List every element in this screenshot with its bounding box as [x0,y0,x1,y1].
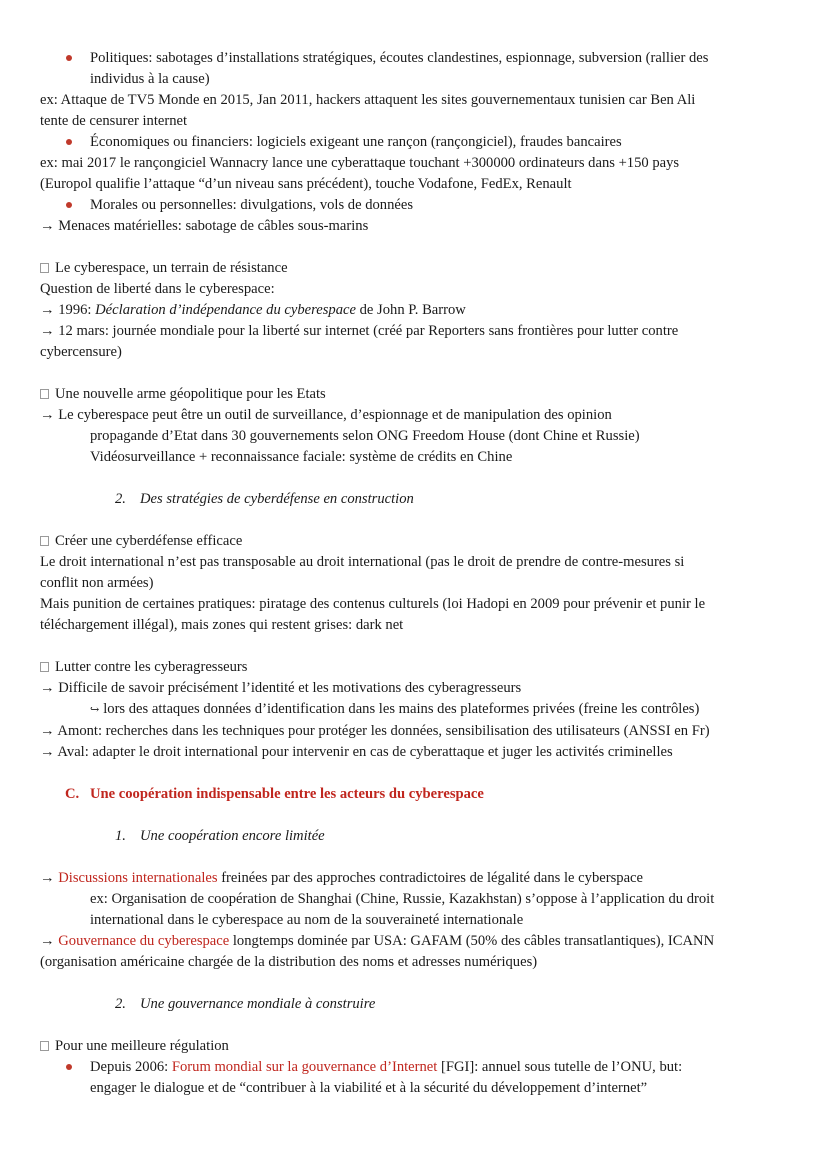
subsection-heading: 2. Une gouvernance mondiale à construire [115,996,376,1012]
bullet-text: Économiques ou financiers: logiciels exigeant une rançon (rançongiciel), fraudes bancaires [90,134,622,150]
text-line: téléchargement illégal), mais zones qui restent grises: dark net [40,617,404,633]
hook-line: ↪ lors des attaques données d’identification dans les mains des plateformes privées (freine les contrôles) [90,701,700,717]
checkbox-square-icon [40,536,49,546]
bullet-text: Politiques: sabotages d’installations stratégiques, écoutes clandestines, espionnage, subversion (rallier des [90,50,709,66]
text-line: Mais punition de certaines pratiques: piratage des contenus culturels (loi Hadopi en 2009 pour prévenir et punir le [40,596,706,612]
example-line: (Europol qualifie l’attaque “d’un niveau sans précédent), touche Vodafone, FedEx, Renault [40,176,572,192]
checkbox-square-icon [40,389,49,399]
bullet-item [40,48,788,90]
arrow-line: → Amont: recherches dans les techniques pour protéger les données, sensibilisation des utilisateurs (ANSSI en Fr) [40,723,710,739]
arrow-line: → 1996: Déclaration d’indépendance du cyberespace de John P. Barrow [40,302,466,318]
indented-line: propagande d’Etat dans 30 gouvernements selon ONG Freedom House (dont Chine et Russie) [90,428,640,444]
example-line: ex: Attaque de TV5 Monde en 2015, Jan 2011, hackers attaquent les sites gouvernementaux tunisien car Ben Ali [40,92,696,108]
box-heading: Une nouvelle arme géopolitique pour les Etats [40,384,788,405]
arrow-line: → Aval: adapter le droit international pour intervenir en cas de cyberattaque et juger les activités criminelles [40,744,673,760]
text-line: Question de liberté dans le cyberespace: [40,281,275,297]
arrow-line: → Le cyberespace peut être un outil de surveillance, d’espionnage et de manipulation des opinion [40,407,612,423]
subsection-heading: 2. Des stratégies de cyberdéfense en construction [115,491,414,507]
indented-line: Vidéosurveillance + reconnaissance faciale: système de crédits en Chine [90,449,513,465]
arrow-line: → Menaces matérielles: sabotage de câbles sous-marins [40,218,369,234]
bullet-icon [66,1064,72,1070]
box-heading: Créer une cyberdéfense efficace [40,531,788,552]
bullet-text-cont: individus à la cause) [90,71,210,87]
example-line: ex: Organisation de coopération de Shanghai (Chine, Russie, Kazakhstan) s’oppose à l’application du droit [90,891,715,907]
section-heading: C. Une coopération indispensable entre les acteurs du cyberespace [65,786,484,802]
bullet-icon [66,55,72,61]
hook-arrow-icon: ↪ [90,704,100,716]
checkbox-square-icon [40,1041,49,1051]
checkbox-square-icon [40,263,49,273]
example-line: international dans le cyberespace au nom de la souveraineté internationale [90,912,524,928]
box-heading: Pour une meilleure régulation [40,1036,788,1057]
bullet-item [40,132,788,153]
bullet-item: Depuis 2006: Forum mondial sur la gouvernance d’Internet [FGI]: annuel sous tutelle de l’ONU, but: engager le dialogue et de “contribuer à la viabilité et à la sécurité du développement d’internet” [40,1057,788,1099]
subsection-heading: 1. Une coopération encore limitée [115,828,325,844]
example-line: ex: mai 2017 le rançongiciel Wannacry lance une cyberattaque touchant +300000 ordinateurs dans +150 pays [40,155,680,171]
example-line: tente de censurer internet [40,113,188,129]
arrow-line: → Gouvernance du cyberespace longtemps dominée par USA: GAFAM (50% des câbles transatlantiques), ICANN [40,933,715,949]
arrow-line: → Difficile de savoir précisément l’identité et les motivations des cyberagresseurs [40,680,522,696]
text-line: Le droit international n’est pas transposable au droit international (pas le droit de prendre de contre-mesures si [40,554,685,570]
checkbox-square-icon [40,662,49,672]
arrow-line: → 12 mars: journée mondiale pour la liberté sur internet (créé par Reporters sans frontières pour lutter contre [40,323,679,339]
bullet-icon [66,202,72,208]
bullet-item [40,195,788,216]
text-line: conflit non armées) [40,575,154,591]
bullet-text: Morales ou personnelles: divulgations, vols de données [90,197,414,213]
arrow-line: → Discussions internationales freinées par des approches contradictoires de légalité dans le cyberspace [40,870,643,886]
arrow-line-cont: (organisation américaine chargée de la distribution des noms et adresses numériques) [40,954,538,970]
arrow-line-cont: cybercensure) [40,344,122,360]
box-heading: Le cyberespace, un terrain de résistance [40,258,788,279]
bullet-icon [66,139,72,145]
bullet-text-cont: engager le dialogue et de “contribuer à la viabilité et à la sécurité du développement d’internet” [90,1080,648,1096]
box-heading: Lutter contre les cyberagresseurs [40,657,788,678]
